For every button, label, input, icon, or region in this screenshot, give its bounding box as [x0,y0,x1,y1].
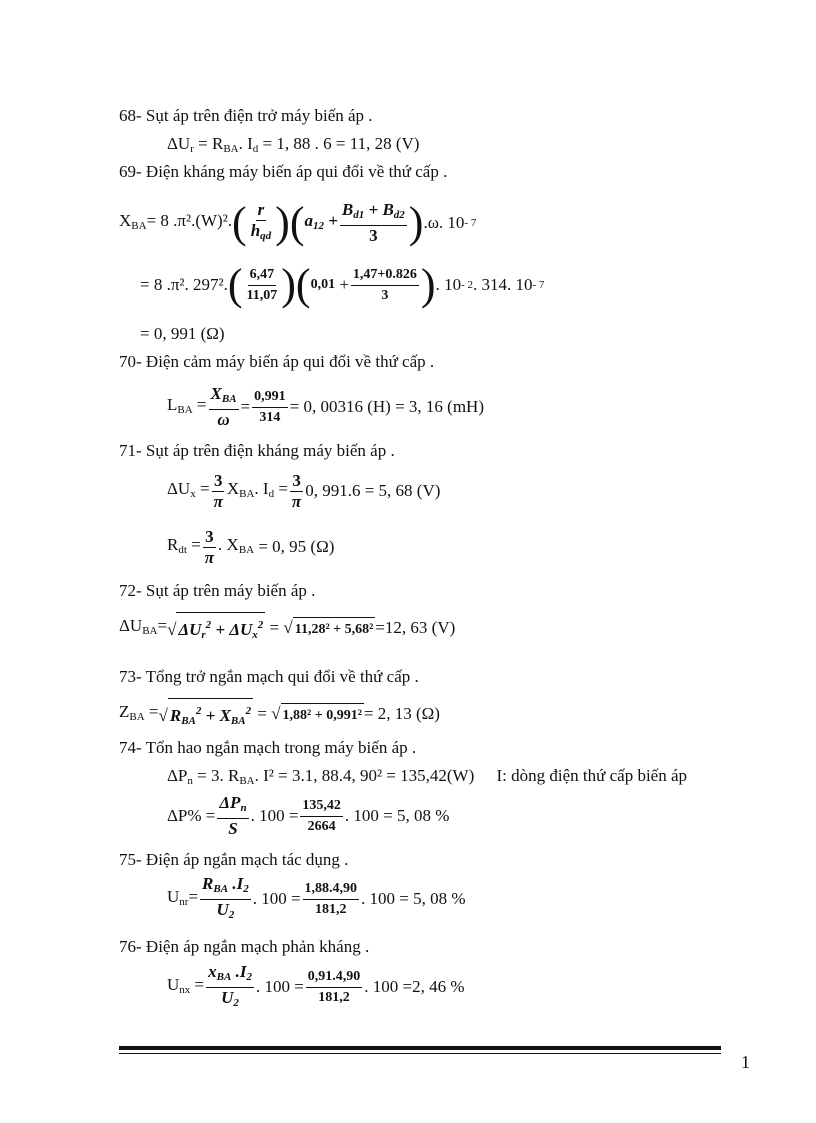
eq-69-b: = 8 .π². 297². ( 6,47 11,07 ) ( 0,01 + $\frac{1,47+0.826}{3}$ ) . 10 - 2 . 314. 10 - 7 [140,260,545,309]
item-69-heading: 69- Điện kháng máy biến áp qui đổi về thứ cấp . [119,162,448,181]
page-number: 1 [741,1052,750,1072]
eq-69-c: = 0, 991 (Ω) [140,324,225,343]
eq-74-b: ΔP% = ΔPn S . 100 = $\frac{135,42}{2664}$ . 100 = 5, 08 % [167,793,450,838]
eq-72: ΔUBA= √ ΔUr$^2$ + ΔUx$^2$ = √ 11,28² + 5,68² =12, 63 (V) [119,611,455,645]
item-72-heading: 72- Sụt áp trên máy biến áp . [119,581,316,600]
item-76-heading: 76- Điện áp ngắn mạch phản kháng . [119,937,370,956]
footer-rule [119,1046,721,1050]
item-74-heading: 74- Tổn hao ngắn mạch trong máy biến áp . [119,738,417,757]
eq-73: ZBA = √ $RBA^2 + XBA^2$ = √ 1,88² + 0,991² = 2, 13 (Ω) [119,697,440,731]
eq-68: ΔUr = RBA. Id = 1, 88 . 6 = 11, 28 (V) [167,134,420,155]
eq-70: LBA = XBA ω = $\frac{0,991}{314}$ = 0, 00316 (H) = 3, 16 (mH) [167,384,484,429]
eq-69-a: XBA= 8 .π².(W)². ( r hqd ) ( a12 + $\frac{Bd1 + Bd2}{3}$ ) .ω. 10 - 7 [119,198,477,247]
item-70-heading: 70- Điện cảm máy biến áp qui đổi về thứ cấp . [119,352,435,371]
item-71-heading: 71- Sụt áp trên điện kháng máy biến áp . [119,441,395,460]
item-73-heading: 73- Tổng trở ngắn mạch qui đổi về thứ cấp . [119,667,419,686]
item-75-heading: 75- Điện áp ngắn mạch tác dụng . [119,850,349,869]
eq-71-b: Rdt = $\frac{3}{\pi}$ . XBA = 0, 95 (Ω) [167,526,335,567]
footer-rule-thin [119,1053,721,1054]
eq-76: Unx = xBA .I2 U2 . 100 = $\frac{0,91.4,90}{181,2}$ . 100 =2, 46 % [167,961,465,1009]
eq-74-a: ΔPn = 3. RBA. I² = 3.1, 88.4, 90² = 135,42(W) I: dòng điện thứ cấp biến áp [167,766,688,787]
item-68-heading: 68- Sụt áp trên điện trở máy biến áp . [119,106,373,125]
eq-75: Unr= RBA .I2 U2 . 100 = $\frac{1,88.4,90}{181,2}$ . 100 = 5, 08 % [167,873,466,921]
eq-71-a: ΔUx = $\frac{3}{\pi}$ XBA. Id = $\frac{3}{\pi}$ 0, 991.6 = 5, 68 (V) [167,470,441,511]
